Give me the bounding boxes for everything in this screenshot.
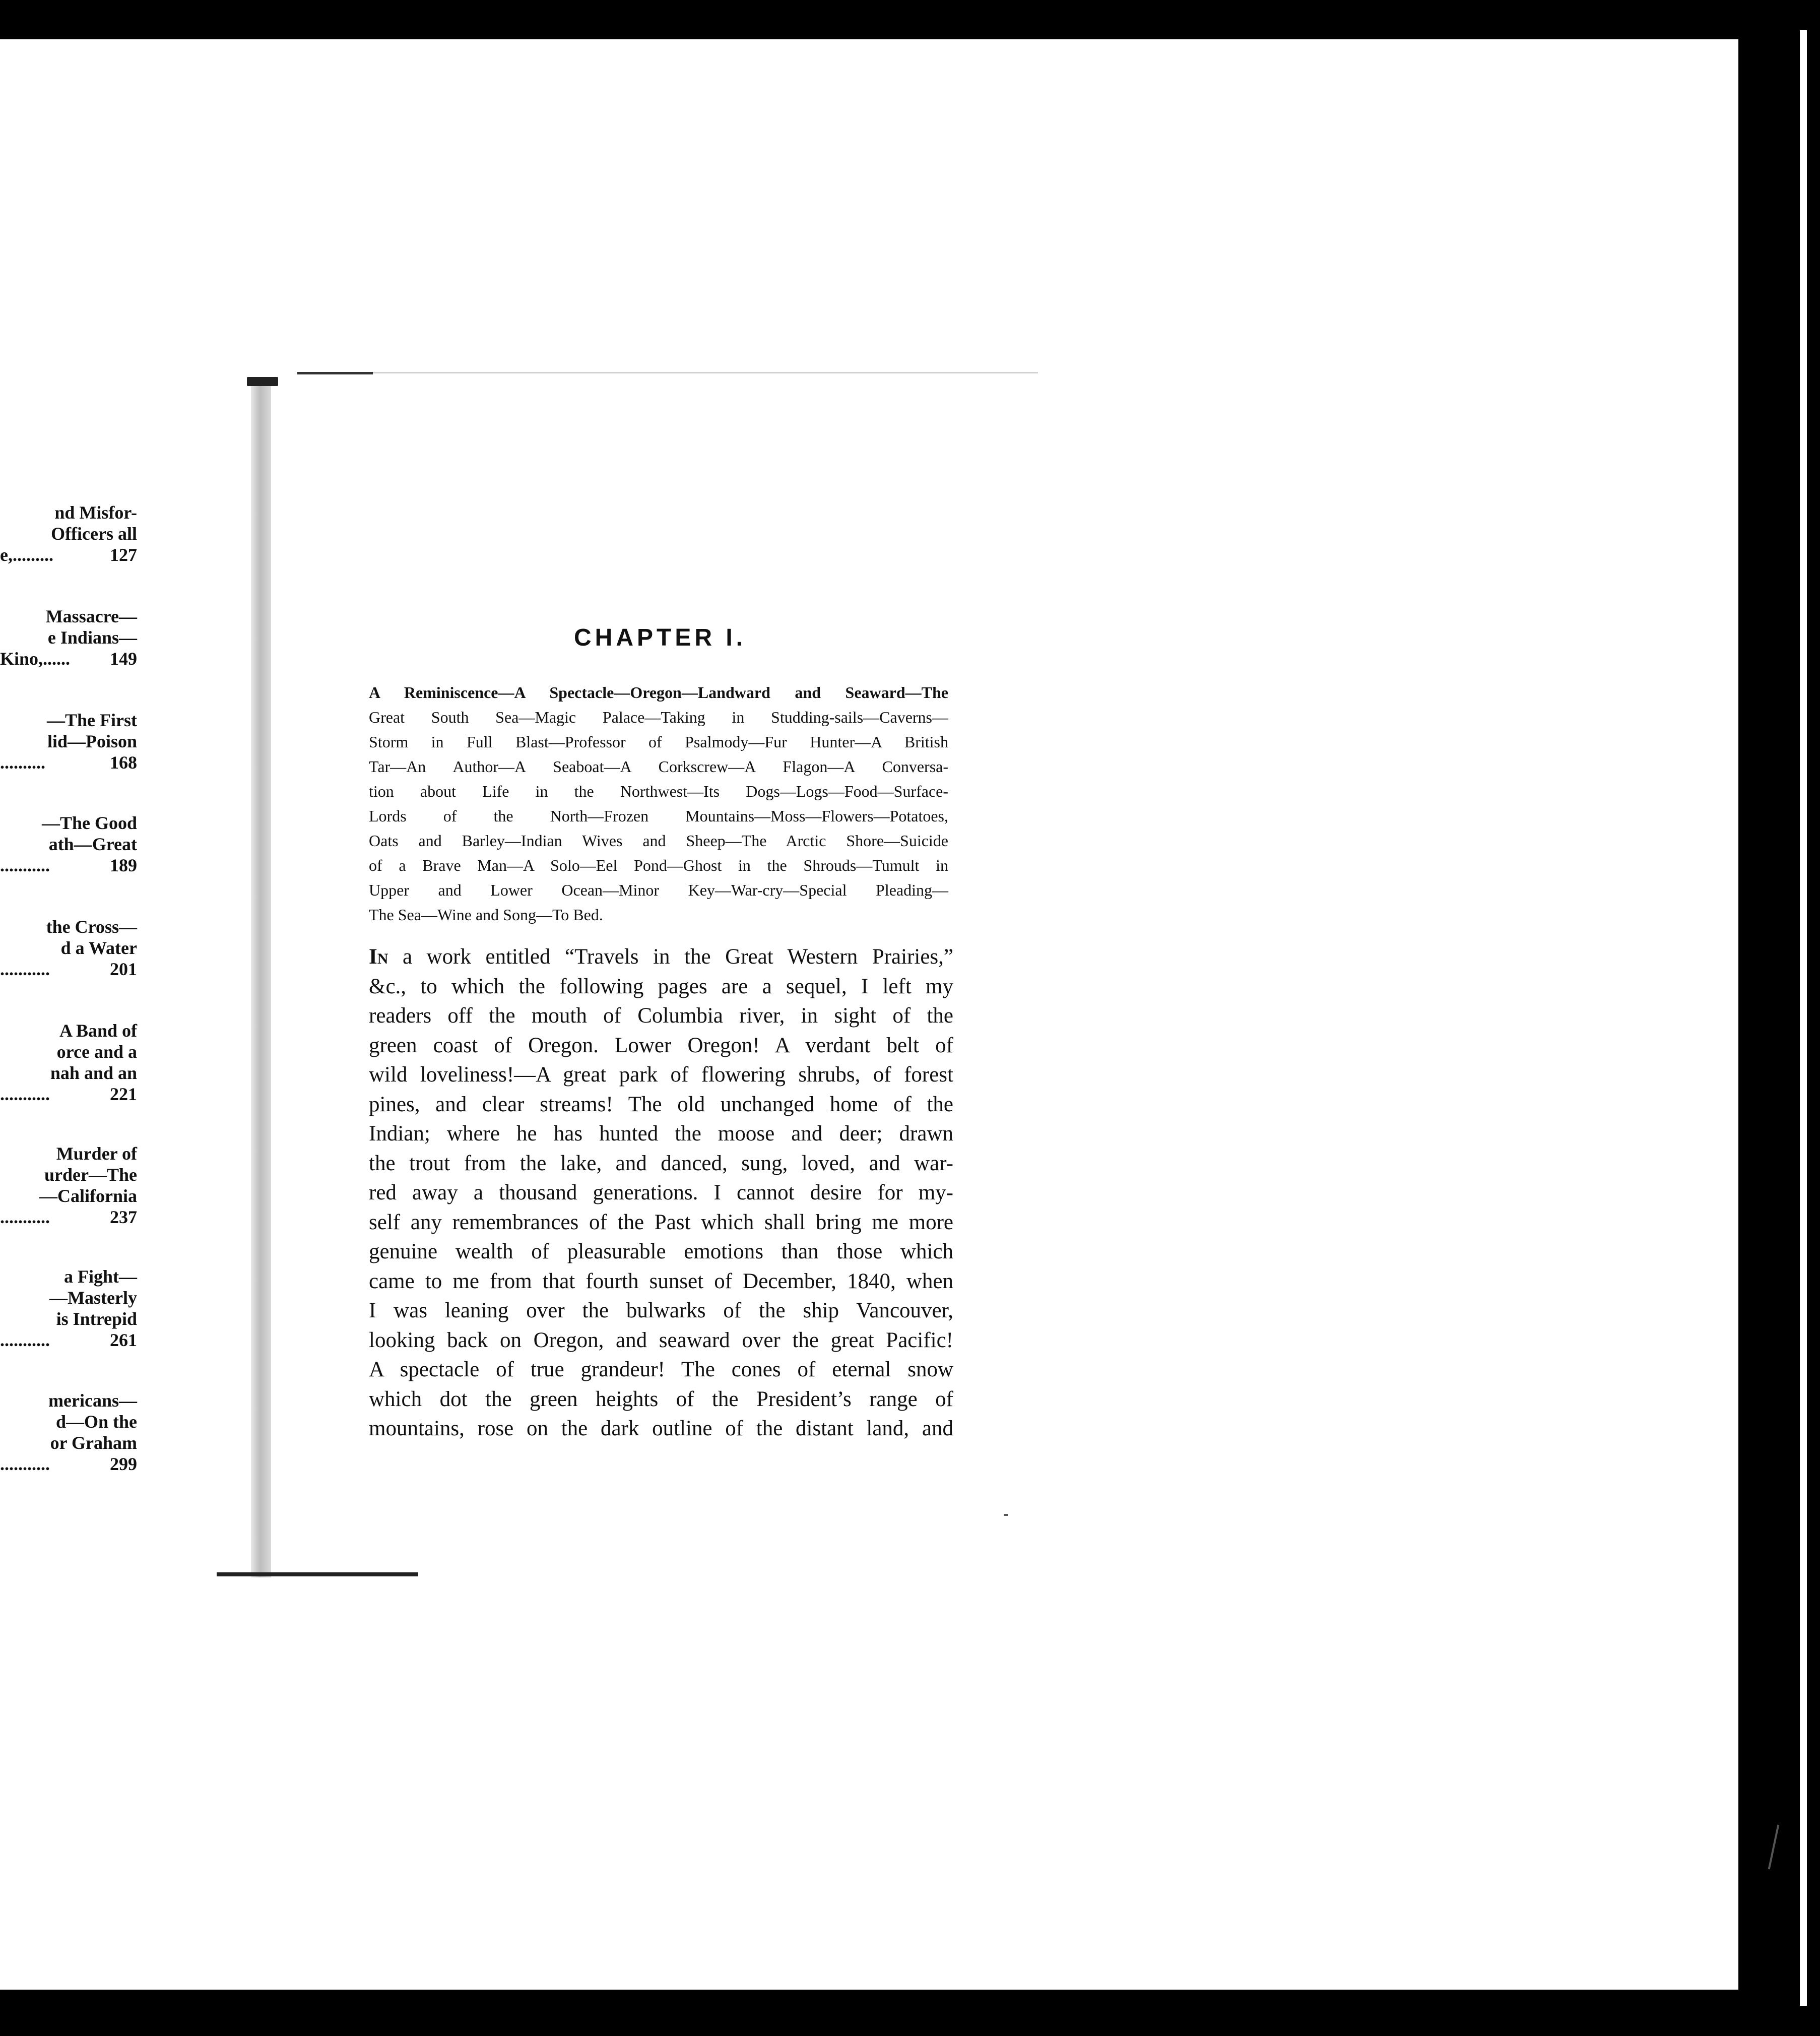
toc-line: lid—Poison xyxy=(47,731,137,751)
toc-line: Officers all xyxy=(51,524,137,544)
toc-entry xyxy=(0,606,137,669)
scan-border-top xyxy=(0,0,1820,39)
toc-leader: .......... xyxy=(0,752,45,773)
body-line: which dot the green heights of the President’s range of xyxy=(369,1387,953,1411)
toc-line xyxy=(0,752,137,773)
toc-line: the Cross— xyxy=(46,917,137,937)
body-line: pines, and clear streams! The old unchanged home of the xyxy=(369,1092,953,1116)
toc-page-number: 261 xyxy=(110,1330,137,1350)
body-line: I was leaning over the bulwarks of the ship Vancouver, xyxy=(369,1299,953,1322)
toc-page-number: 201 xyxy=(110,959,137,979)
toc-line xyxy=(0,1329,137,1351)
body-line: readers off the mouth of Columbia river, in sight of the xyxy=(369,1004,953,1028)
toc-entry xyxy=(0,1143,137,1228)
body-line: wild loveliness!—A great park of flowering shrubs, of forest xyxy=(369,1063,953,1087)
synopsis-line: Oats and Barley—Indian Wives and Sheep—The Arctic Shore—Suicide xyxy=(369,832,948,850)
synopsis-line: tion about Life in the Northwest—Its Dogs—Logs—Food—Surface- xyxy=(369,782,948,800)
synopsis-line: The Sea—Wine and Song—To Bed. xyxy=(369,906,603,924)
scan-border-bottom xyxy=(0,1990,1820,2036)
gutter-top-mark xyxy=(247,377,278,386)
synopsis-line: Lords of the North—Frozen Mountains—Moss—Flowers—Potatoes, xyxy=(369,807,948,825)
body-line: A spectacle of true grandeur! The cones of eternal snow xyxy=(369,1358,953,1381)
body-line xyxy=(369,942,953,972)
synopsis-line: A Reminiscence—A Spectacle—Oregon—Landward and Seaward—The xyxy=(369,683,948,702)
toc-line: urder—The xyxy=(44,1165,137,1185)
toc-leader: ........... xyxy=(0,855,50,875)
toc-entry xyxy=(0,1266,137,1351)
toc-line: ath—Great xyxy=(48,834,137,854)
toc-line: nd Misfor- xyxy=(54,502,137,523)
toc-line: Murder of xyxy=(56,1143,137,1164)
toc-line xyxy=(0,855,137,876)
toc-line: or Graham xyxy=(50,1433,137,1453)
toc-line: —Masterly xyxy=(49,1288,137,1308)
toc-leader: ........... xyxy=(0,1454,50,1474)
scan-speck xyxy=(1004,1514,1008,1516)
drop-word: In xyxy=(369,945,388,969)
synopsis-line: Upper and Lower Ocean—Minor Key—War-cry—Special Pleading— xyxy=(369,881,948,899)
toc-line: orce and a xyxy=(56,1042,137,1062)
page-cut-line-dark xyxy=(297,372,373,374)
body-line-text: a work entitled “Travels in the Great Western Prairies,” xyxy=(388,945,953,969)
toc-line: d—On the xyxy=(55,1412,137,1432)
toc-line: —California xyxy=(39,1186,137,1206)
toc-page-number: 127 xyxy=(110,545,137,565)
synopsis-line: Storm in Full Blast—Professor of Psalmody—Fur Hunter—A British xyxy=(369,733,948,751)
toc-line: a Fight— xyxy=(63,1266,137,1287)
toc-line xyxy=(0,1084,137,1105)
toc-leader: ........... xyxy=(0,1084,50,1104)
book-gutter xyxy=(251,378,271,1577)
toc-line xyxy=(0,1453,137,1475)
toc-line: d a Water xyxy=(60,938,137,958)
body-line: green coast of Oregon. Lower Oregon! A verdant belt of xyxy=(369,1033,953,1057)
toc-page-number: 237 xyxy=(110,1207,137,1227)
toc-leader: ........... xyxy=(0,1330,50,1350)
toc-page-number: 299 xyxy=(110,1454,137,1474)
toc-entry xyxy=(0,502,137,565)
toc-line xyxy=(0,648,137,669)
body-line: came to me from that fourth sunset of December, 1840, when xyxy=(369,1269,953,1293)
toc-entry xyxy=(0,710,137,773)
toc-page-number: 149 xyxy=(110,649,137,669)
body-line: self any remembrances of the Past which shall bring me more xyxy=(369,1210,953,1234)
scan-border-right-inner xyxy=(1807,30,1820,2006)
toc-entry xyxy=(0,1020,137,1105)
synopsis-line: of a Brave Man—A Solo—Eel Pond—Ghost in the Shrouds—Tumult in xyxy=(369,856,948,874)
synopsis-line: Great South Sea—Magic Palace—Taking in Studding-sails—Caverns— xyxy=(369,708,948,726)
body-line: Indian; where he has hunted the moose and deer; drawn xyxy=(369,1122,953,1146)
toc-leader: ........... xyxy=(0,1207,50,1227)
body-line: genuine wealth of pleasurable emotions than those which xyxy=(369,1240,953,1263)
body-line: &c., to which the following pages are a sequel, I left my xyxy=(369,974,953,998)
gutter-bottom-rule xyxy=(217,1572,418,1576)
toc-line: —The Good xyxy=(41,813,137,833)
toc-line: mericans— xyxy=(48,1390,137,1411)
body-line: the trout from the lake, and danced, sung, loved, and war- xyxy=(369,1151,953,1175)
chapter-body xyxy=(369,942,953,1444)
toc-line xyxy=(0,959,137,980)
toc-line: —The First xyxy=(47,710,137,730)
toc-line: nah and an xyxy=(50,1063,137,1083)
body-line: mountains, rose on the dark outline of the distant land, and xyxy=(369,1417,953,1440)
chapter-title: CHAPTER I. xyxy=(573,624,746,651)
toc-line: A Band of xyxy=(59,1021,137,1041)
toc-line: is Intrepid xyxy=(56,1309,137,1329)
body-line: looking back on Oregon, and seaward over the great Pacific! xyxy=(369,1328,953,1352)
toc-leader: Kino,...... xyxy=(0,649,71,669)
toc-page-number: 189 xyxy=(110,855,137,875)
toc-entry xyxy=(0,1390,137,1475)
left-page-toc xyxy=(0,0,137,2036)
toc-line: Massacre— xyxy=(45,606,137,626)
toc-entry xyxy=(0,916,137,980)
synopsis-line: Tar—An Author—A Seaboat—A Corkscrew—A Flagon—A Conversa- xyxy=(369,757,948,776)
toc-line xyxy=(0,1206,137,1228)
toc-page-number: 221 xyxy=(110,1084,137,1104)
body-line: red away a thousand generations. I cannot desire for my- xyxy=(369,1181,953,1204)
toc-page-number: 168 xyxy=(110,752,137,773)
toc-entry xyxy=(0,812,137,876)
page-cut-line xyxy=(297,372,1038,373)
toc-line xyxy=(0,544,137,565)
chapter-synopsis xyxy=(369,680,948,927)
toc-leader: ........... xyxy=(0,959,50,979)
toc-leader: e,......... xyxy=(0,545,53,565)
toc-line: e Indians— xyxy=(47,627,137,648)
